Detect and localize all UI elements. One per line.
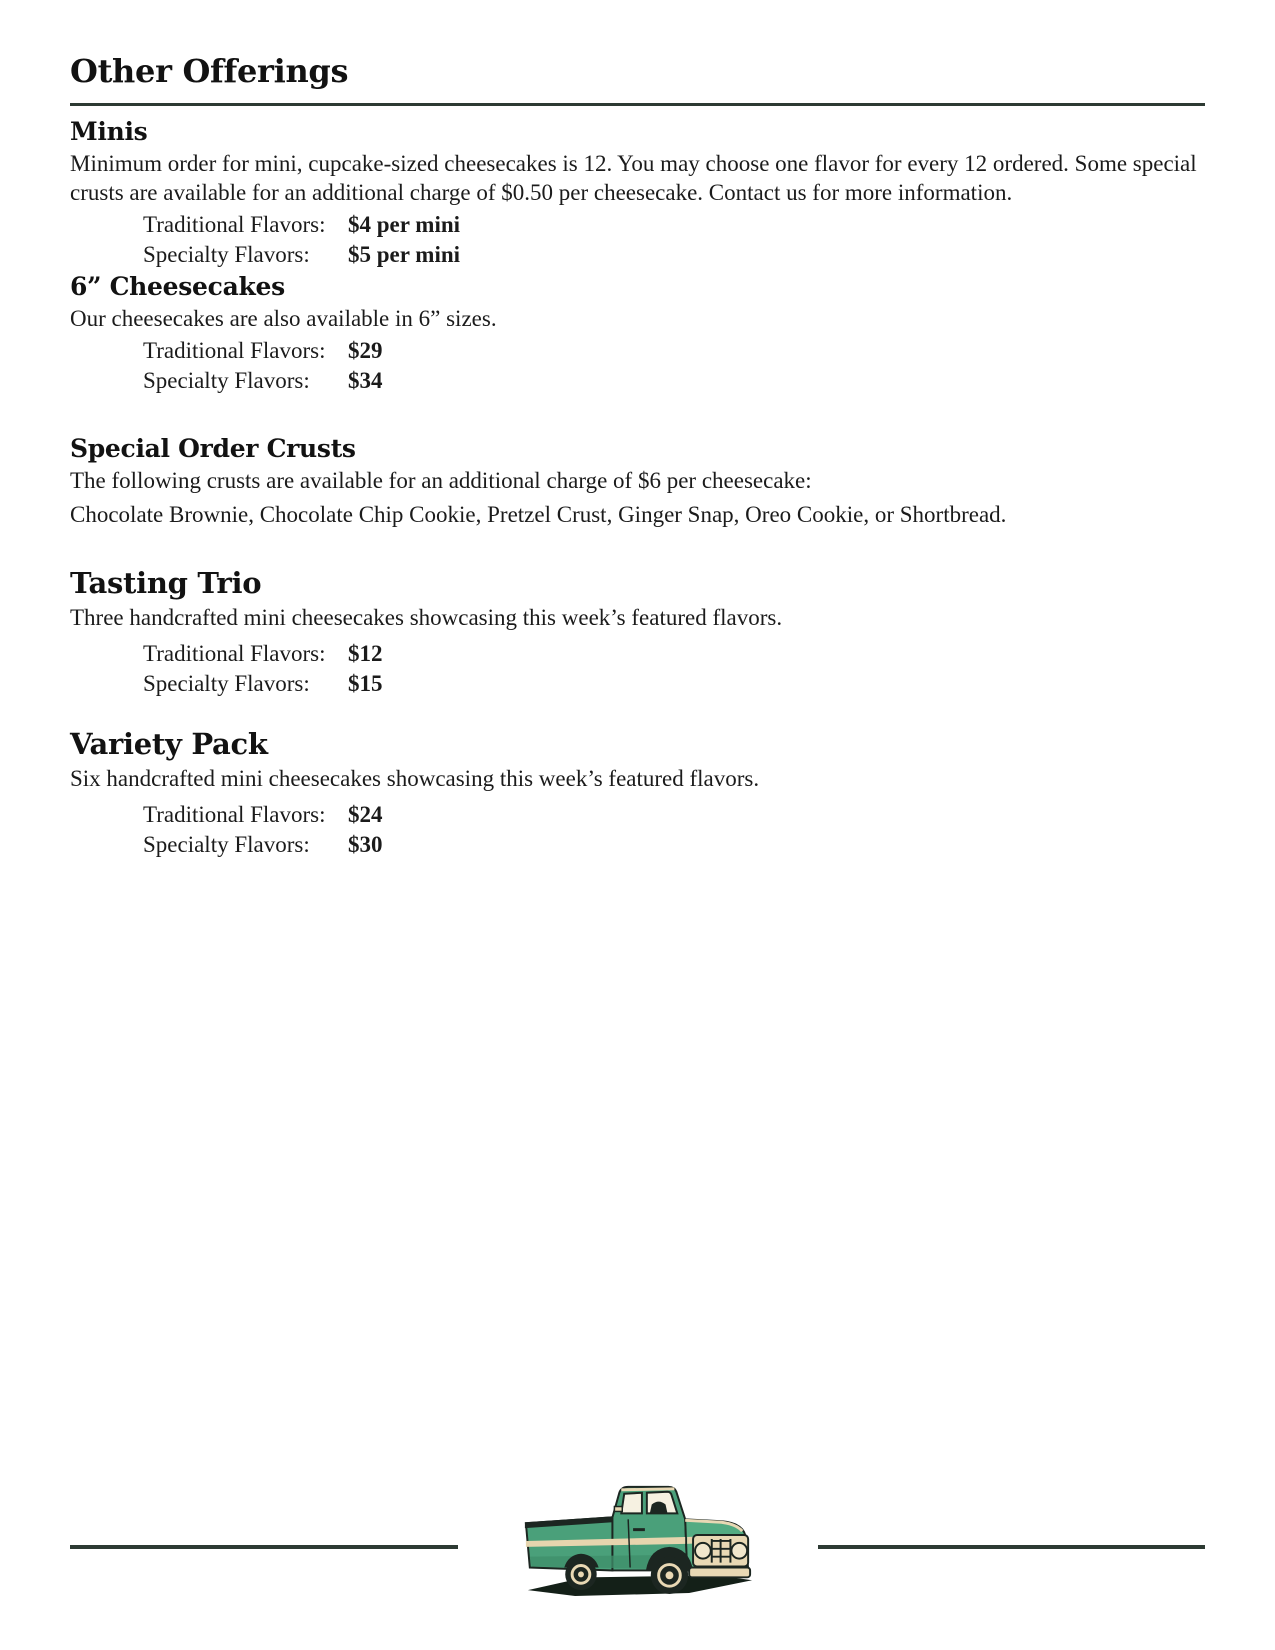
section-heading-6in-cheesecakes: 6” Cheesecakes — [70, 271, 285, 301]
crust-options-list: Chocolate Brownie, Chocolate Chip Cookie, Pretzel Crust, Ginger Snap, Oreo Cookie, or Shortbread. — [70, 501, 1007, 527]
price-row — [70, 336, 1205, 366]
price-value: $30 — [348, 831, 383, 857]
price-label: Traditional Flavors: — [143, 640, 326, 666]
title-divider — [70, 103, 1205, 106]
footer-divider-right — [818, 1545, 1206, 1549]
footer-divider-left — [70, 1545, 458, 1549]
price-label: Specialty Flavors: — [143, 670, 310, 696]
price-list-minis — [70, 210, 1205, 270]
price-label: Traditional Flavors: — [143, 337, 326, 363]
footer — [0, 1476, 1275, 1604]
price-row — [70, 830, 1205, 860]
price-label: Specialty Flavors: — [143, 241, 310, 267]
price-value: $29 — [348, 337, 383, 363]
section-body-special-order-crusts: The following crusts are available for an additional charge of $6 per cheesecake: — [70, 467, 812, 493]
price-row — [70, 669, 1205, 699]
price-list-tasting-trio — [70, 639, 1205, 699]
price-list-6in-cheesecakes — [70, 336, 1205, 396]
section-heading-minis: Minis — [70, 117, 148, 146]
price-value: $15 — [348, 670, 383, 696]
price-value: $24 — [348, 801, 383, 827]
section-heading-special-order-crusts: Special Order Crusts — [70, 433, 356, 463]
price-label: Specialty Flavors: — [143, 831, 310, 857]
price-row — [70, 639, 1205, 669]
price-row — [70, 210, 1205, 240]
price-list-variety-pack — [70, 800, 1205, 860]
section-body-variety-pack: Six handcrafted mini cheesecakes showcasing this week’s featured flavors. — [70, 765, 760, 791]
price-row — [70, 366, 1205, 396]
section-heading-variety-pack: Variety Pack — [70, 726, 268, 761]
section-heading-tasting-trio: Tasting Trio — [70, 565, 262, 600]
section-body-tasting-trio: Three handcrafted mini cheesecakes showcasing this week’s featured flavors. — [70, 604, 783, 630]
price-value: $4 per mini — [348, 211, 461, 237]
price-value: $5 per mini — [348, 241, 461, 267]
price-label: Specialty Flavors: — [143, 367, 310, 393]
section-body-6in-cheesecakes: Our cheesecakes are also available in 6” sizes. — [70, 305, 497, 331]
truck-illustration-icon — [520, 1476, 756, 1604]
section-body-minis: Minimum order for mini, cupcake-sized cheesecakes is 12. You may choose one flavor for every 12 ordered. Some special crusts are available for an additional charge of $0.50 per cheesecake. Contact us for more information. — [70, 151, 1197, 205]
price-row — [70, 240, 1205, 270]
price-row — [70, 800, 1205, 830]
price-value: $34 — [348, 367, 383, 393]
price-label: Traditional Flavors: — [143, 801, 326, 827]
page-title: Other Offerings — [70, 52, 349, 90]
price-value: $12 — [348, 640, 383, 666]
price-label: Traditional Flavors: — [143, 211, 326, 237]
